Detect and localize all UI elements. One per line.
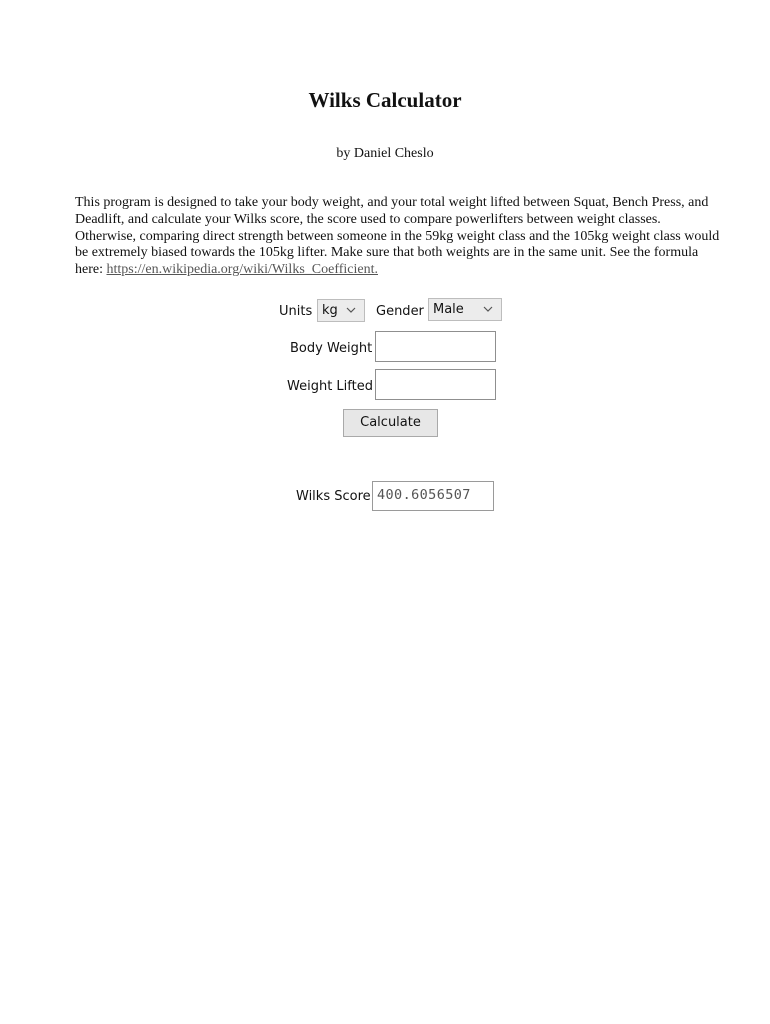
calculate-button[interactable]: Calculate — [343, 409, 438, 437]
description-text: This program is designed to take your body weight, and your total weight lifted between Squat, Bench Press, and Deadlift, and calculate your Wilks score, the score used to compare powerlifters between weight classes. Otherwise, comparing direct strength between someone in the 59kg weight class and the 105kg weight class would be extremely biased towards the 105kg lifter. Make sure that both weights are in the same unit. See the formula here: — [75, 195, 720, 278]
units-select[interactable] — [317, 299, 365, 322]
wilks-formula-link[interactable]: https://en.wikipedia.org/wiki/Wilks_Coefficient. — [106, 262, 378, 278]
body-weight-input[interactable] — [375, 331, 496, 362]
chevron-down-icon — [483, 304, 493, 314]
body-weight-label: Body Weight — [290, 341, 373, 356]
page-title: Wilks Calculator — [308, 88, 462, 112]
weight-lifted-label: Weight Lifted — [287, 379, 373, 394]
author-byline: by Daniel Cheslo — [336, 146, 434, 161]
wilks-score-label: Wilks Score — [296, 489, 371, 504]
wilks-score-output: 400.6056507 — [372, 481, 494, 511]
description-paragraph — [75, 195, 720, 279]
units-select-value: kg — [322, 303, 338, 318]
gender-select[interactable] — [428, 298, 502, 321]
gender-select-value: Male — [433, 302, 464, 317]
weight-lifted-input[interactable] — [375, 369, 496, 400]
chevron-down-icon — [346, 305, 356, 315]
gender-label: Gender — [376, 304, 424, 319]
units-label: Units — [279, 304, 313, 319]
